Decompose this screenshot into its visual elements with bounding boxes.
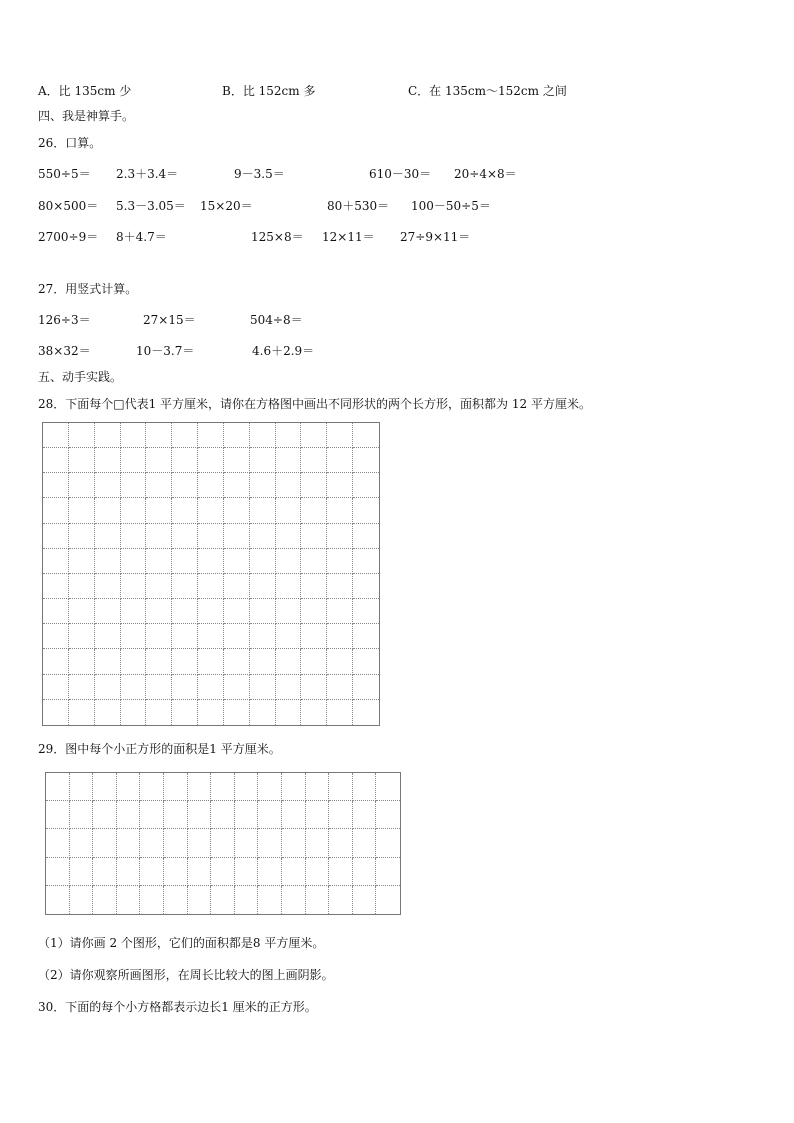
grid-q29 [45,772,401,915]
grid-cell [301,675,327,700]
grid-cell [353,649,379,674]
grid-cell [250,423,276,448]
grid-cell [43,473,69,498]
q29-sub-2: （2）请你观察所画图形，在周长比较大的图上画阴影。 [38,968,334,982]
grid-cell [188,801,212,829]
grid-cell [117,801,141,829]
grid-cell [250,473,276,498]
grid-cell [121,574,147,599]
grid-cell [146,473,172,498]
section-5-heading: 五、动手实践。 [38,370,123,384]
grid-cell [353,675,379,700]
grid-cell [146,624,172,649]
q27-r2-c3: 4.6＋2.9＝ [252,344,315,358]
grid-cell [224,498,250,523]
grid-cell [146,574,172,599]
grid-cell [327,574,353,599]
grid-cell [224,599,250,624]
grid-cell [329,773,353,801]
grid-cell [43,599,69,624]
grid-cell [329,886,353,914]
grid-cell [188,886,212,914]
question-27-title: 27．用竖式计算。 [38,282,138,296]
grid-cell [276,524,302,549]
grid-cell [164,886,188,914]
grid-cell [117,829,141,857]
grid-cell [211,886,235,914]
grid-cell [146,649,172,674]
grid-cell [224,649,250,674]
grid-cell [93,858,117,886]
grid-cell [146,700,172,725]
grid-cell [164,829,188,857]
grid-cell [224,448,250,473]
grid-cell [121,624,147,649]
grid-cell [224,675,250,700]
grid-cell [301,423,327,448]
grid-cell [376,773,400,801]
grid-cell [282,858,306,886]
grid-cell [353,773,377,801]
grid-cell [164,773,188,801]
grid-cell [93,773,117,801]
grid-cell [353,700,379,725]
grid-cell [188,858,212,886]
grid-cell [43,498,69,523]
grid-cell [276,423,302,448]
grid-cell [301,649,327,674]
grid-cell [224,473,250,498]
grid-cell [172,675,198,700]
grid-cell [146,549,172,574]
grid-cell [224,423,250,448]
grid-cell [327,524,353,549]
grid-cell [353,448,379,473]
grid-cell [250,675,276,700]
grid-cell [121,599,147,624]
grid-cell [46,773,70,801]
grid-cell [353,886,377,914]
grid-cell [224,700,250,725]
grid-cell [198,649,224,674]
grid-cell [276,599,302,624]
grid-cell [46,829,70,857]
grid-cell [376,829,400,857]
grid-cell [235,801,259,829]
grid-cell [250,599,276,624]
grid-cell [301,599,327,624]
grid-cell [235,858,259,886]
q26-r3-c2: 8＋4.7＝ [116,230,167,244]
grid-cell [276,498,302,523]
grid-cell [69,675,95,700]
q27-r1-c2: 27×15＝ [143,313,196,327]
grid-cell [172,599,198,624]
grid-cell [327,549,353,574]
grid-cell [250,549,276,574]
grid-cell [172,448,198,473]
grid-cell [69,649,95,674]
grid-cell [211,773,235,801]
grid-cell [327,473,353,498]
q26-r2-c1: 80×500＝ [38,199,99,213]
grid-cell [258,886,282,914]
grid-cell [43,649,69,674]
grid-cell [250,448,276,473]
grid-cell [95,574,121,599]
grid-cell [43,700,69,725]
grid-cell [301,574,327,599]
grid-cell [188,829,212,857]
grid-cell [198,473,224,498]
grid-cell [353,829,377,857]
grid-cell [329,829,353,857]
q27-r2-c2: 10－3.7＝ [136,344,195,358]
grid-cell [282,801,306,829]
grid-cell [211,829,235,857]
question-28-text: 28．下面每个□代表1 平方厘米，请你在方格图中画出不同形状的两个长方形，面积都为 12 平方厘米。 [38,397,591,411]
grid-cell [276,624,302,649]
grid-cell [235,773,259,801]
q29-sub-1: （1）请你画 2 个图形，它们的面积都是8 平方厘米。 [38,936,325,950]
grid-cell [93,801,117,829]
grid-cell [198,624,224,649]
grid-cell [353,473,379,498]
q26-r3-c3: 125×8＝ [251,230,304,244]
grid-cell [353,423,379,448]
grid-cell [172,498,198,523]
grid-cell [95,448,121,473]
grid-cell [276,700,302,725]
grid-cell [198,524,224,549]
grid-cell [140,858,164,886]
q27-r2-c1: 38×32＝ [38,344,91,358]
q26-r3-c4: 12×11＝ [322,230,375,244]
grid-cell [146,675,172,700]
grid-cell [172,649,198,674]
grid-cell [93,886,117,914]
grid-cell [121,498,147,523]
grid-cell [198,574,224,599]
grid-cell [172,473,198,498]
grid-cell [250,524,276,549]
grid-cell [258,858,282,886]
grid-cell [43,448,69,473]
grid-cell [282,886,306,914]
grid-cell [172,423,198,448]
grid-cell [306,801,330,829]
grid-cell [235,886,259,914]
grid-cell [376,801,400,829]
grid-cell [224,549,250,574]
question-29-text: 29．图中每个小正方形的面积是1 平方厘米。 [38,742,281,756]
grid-cell [146,498,172,523]
q26-r1-c1: 550÷5＝ [38,167,91,181]
grid-cell [198,423,224,448]
grid-cell [258,801,282,829]
grid-cell [198,700,224,725]
grid-cell [43,675,69,700]
grid-cell [46,801,70,829]
q26-r2-c4: 80＋530＝ [327,199,390,213]
grid-cell [140,829,164,857]
q26-r1-c4: 610－30＝ [369,167,432,181]
section-4-heading: 四、我是神算手。 [38,109,135,123]
grid-cell [69,473,95,498]
grid-cell [69,700,95,725]
grid-cell [276,448,302,473]
grid-cell [70,801,94,829]
grid-cell [327,599,353,624]
grid-cell [276,473,302,498]
grid-cell [121,473,147,498]
grid-cell [69,574,95,599]
grid-cell [93,829,117,857]
grid-cell [69,624,95,649]
grid-cell [172,624,198,649]
grid-cell [198,549,224,574]
grid-cell [301,524,327,549]
grid-cell [69,524,95,549]
grid-cell [121,524,147,549]
grid-cell [95,649,121,674]
q27-r1-c1: 126÷3＝ [38,313,91,327]
grid-cell [43,524,69,549]
grid-cell [146,423,172,448]
grid-cell [164,858,188,886]
grid-cell [301,549,327,574]
grid-cell [353,574,379,599]
grid-cell [121,700,147,725]
grid-cell [250,498,276,523]
grid-cell [353,524,379,549]
grid-cell [301,473,327,498]
q26-r3-c5: 27÷9×11＝ [400,230,471,244]
grid-cell [43,423,69,448]
grid-cell [376,858,400,886]
q27-r1-c3: 504÷8＝ [250,313,303,327]
grid-cell [235,829,259,857]
grid-cell [198,448,224,473]
grid-cell [43,549,69,574]
grid-cell [353,801,377,829]
grid-cell [70,886,94,914]
grid-cell [95,599,121,624]
question-26-title: 26．口算。 [38,136,102,150]
q26-r3-c1: 2700÷9＝ [38,230,99,244]
grid-cell [140,801,164,829]
grid-cell [327,498,353,523]
grid-cell [121,423,147,448]
grid-cell [353,624,379,649]
grid-cell [117,773,141,801]
grid-cell [188,773,212,801]
grid-cell [258,773,282,801]
grid-cell [172,524,198,549]
grid-cell [301,700,327,725]
grid-cell [198,675,224,700]
grid-cell [329,858,353,886]
grid-cell [121,649,147,674]
grid-cell [69,549,95,574]
q26-r1-c3: 9－3.5＝ [234,167,285,181]
option-c: C．在 135cm～152cm 之间 [408,84,567,98]
grid-cell [306,829,330,857]
grid-cell [140,886,164,914]
grid-cell [250,700,276,725]
question-30-text: 30．下面的每个小方格都表示边长1 厘米的正方形。 [38,1000,317,1014]
q26-r1-c2: 2.3＋3.4＝ [116,167,179,181]
grid-cell [301,624,327,649]
grid-cell [146,448,172,473]
grid-cell [70,773,94,801]
grid-cell [117,858,141,886]
grid-cell [121,549,147,574]
grid-cell [172,574,198,599]
grid-cell [69,423,95,448]
grid-cell [306,886,330,914]
grid-cell [276,675,302,700]
grid-cell [250,649,276,674]
grid-cell [250,624,276,649]
grid-cell [121,448,147,473]
grid-cell [95,624,121,649]
grid-cell [164,801,188,829]
grid-cell [353,498,379,523]
grid-cell [172,700,198,725]
grid-cell [276,549,302,574]
grid-cell [211,858,235,886]
grid-cell [69,599,95,624]
grid-cell [95,498,121,523]
grid-cell [301,448,327,473]
grid-cell [327,700,353,725]
grid-cell [46,886,70,914]
grid-cell [121,675,147,700]
grid-cell [70,829,94,857]
grid-cell [69,448,95,473]
grid-cell [301,498,327,523]
grid-cell [43,574,69,599]
grid-cell [95,423,121,448]
grid-cell [46,858,70,886]
grid-cell [327,423,353,448]
grid-cell [95,549,121,574]
grid-cell [198,599,224,624]
grid-cell [198,498,224,523]
q26-r2-c2: 5.3－3.05＝ [116,199,186,213]
grid-cell [306,858,330,886]
q26-r2-c5: 100－50÷5＝ [411,199,491,213]
grid-cell [353,599,379,624]
grid-cell [172,549,198,574]
grid-cell [276,649,302,674]
grid-cell [69,498,95,523]
option-a: A．比 135cm 少 [38,84,132,98]
grid-cell [353,858,377,886]
grid-cell [211,801,235,829]
q26-r1-c5: 20÷4×8＝ [454,167,517,181]
grid-cell [306,773,330,801]
grid-cell [224,624,250,649]
grid-cell [250,574,276,599]
grid-cell [95,700,121,725]
option-b: B．比 152cm 多 [222,84,316,98]
grid-cell [282,829,306,857]
grid-cell [117,886,141,914]
grid-cell [258,829,282,857]
grid-cell [146,599,172,624]
grid-cell [327,649,353,674]
grid-cell [327,624,353,649]
grid-cell [282,773,306,801]
grid-cell [353,549,379,574]
q26-r2-c3: 15×20＝ [200,199,253,213]
grid-cell [327,448,353,473]
grid-q28 [42,422,380,726]
grid-cell [224,524,250,549]
grid-cell [376,886,400,914]
grid-cell [327,675,353,700]
grid-cell [70,858,94,886]
grid-cell [95,473,121,498]
grid-cell [329,801,353,829]
grid-cell [95,675,121,700]
grid-cell [43,624,69,649]
grid-cell [224,574,250,599]
grid-cell [146,524,172,549]
grid-cell [276,574,302,599]
grid-cell [95,524,121,549]
grid-cell [140,773,164,801]
